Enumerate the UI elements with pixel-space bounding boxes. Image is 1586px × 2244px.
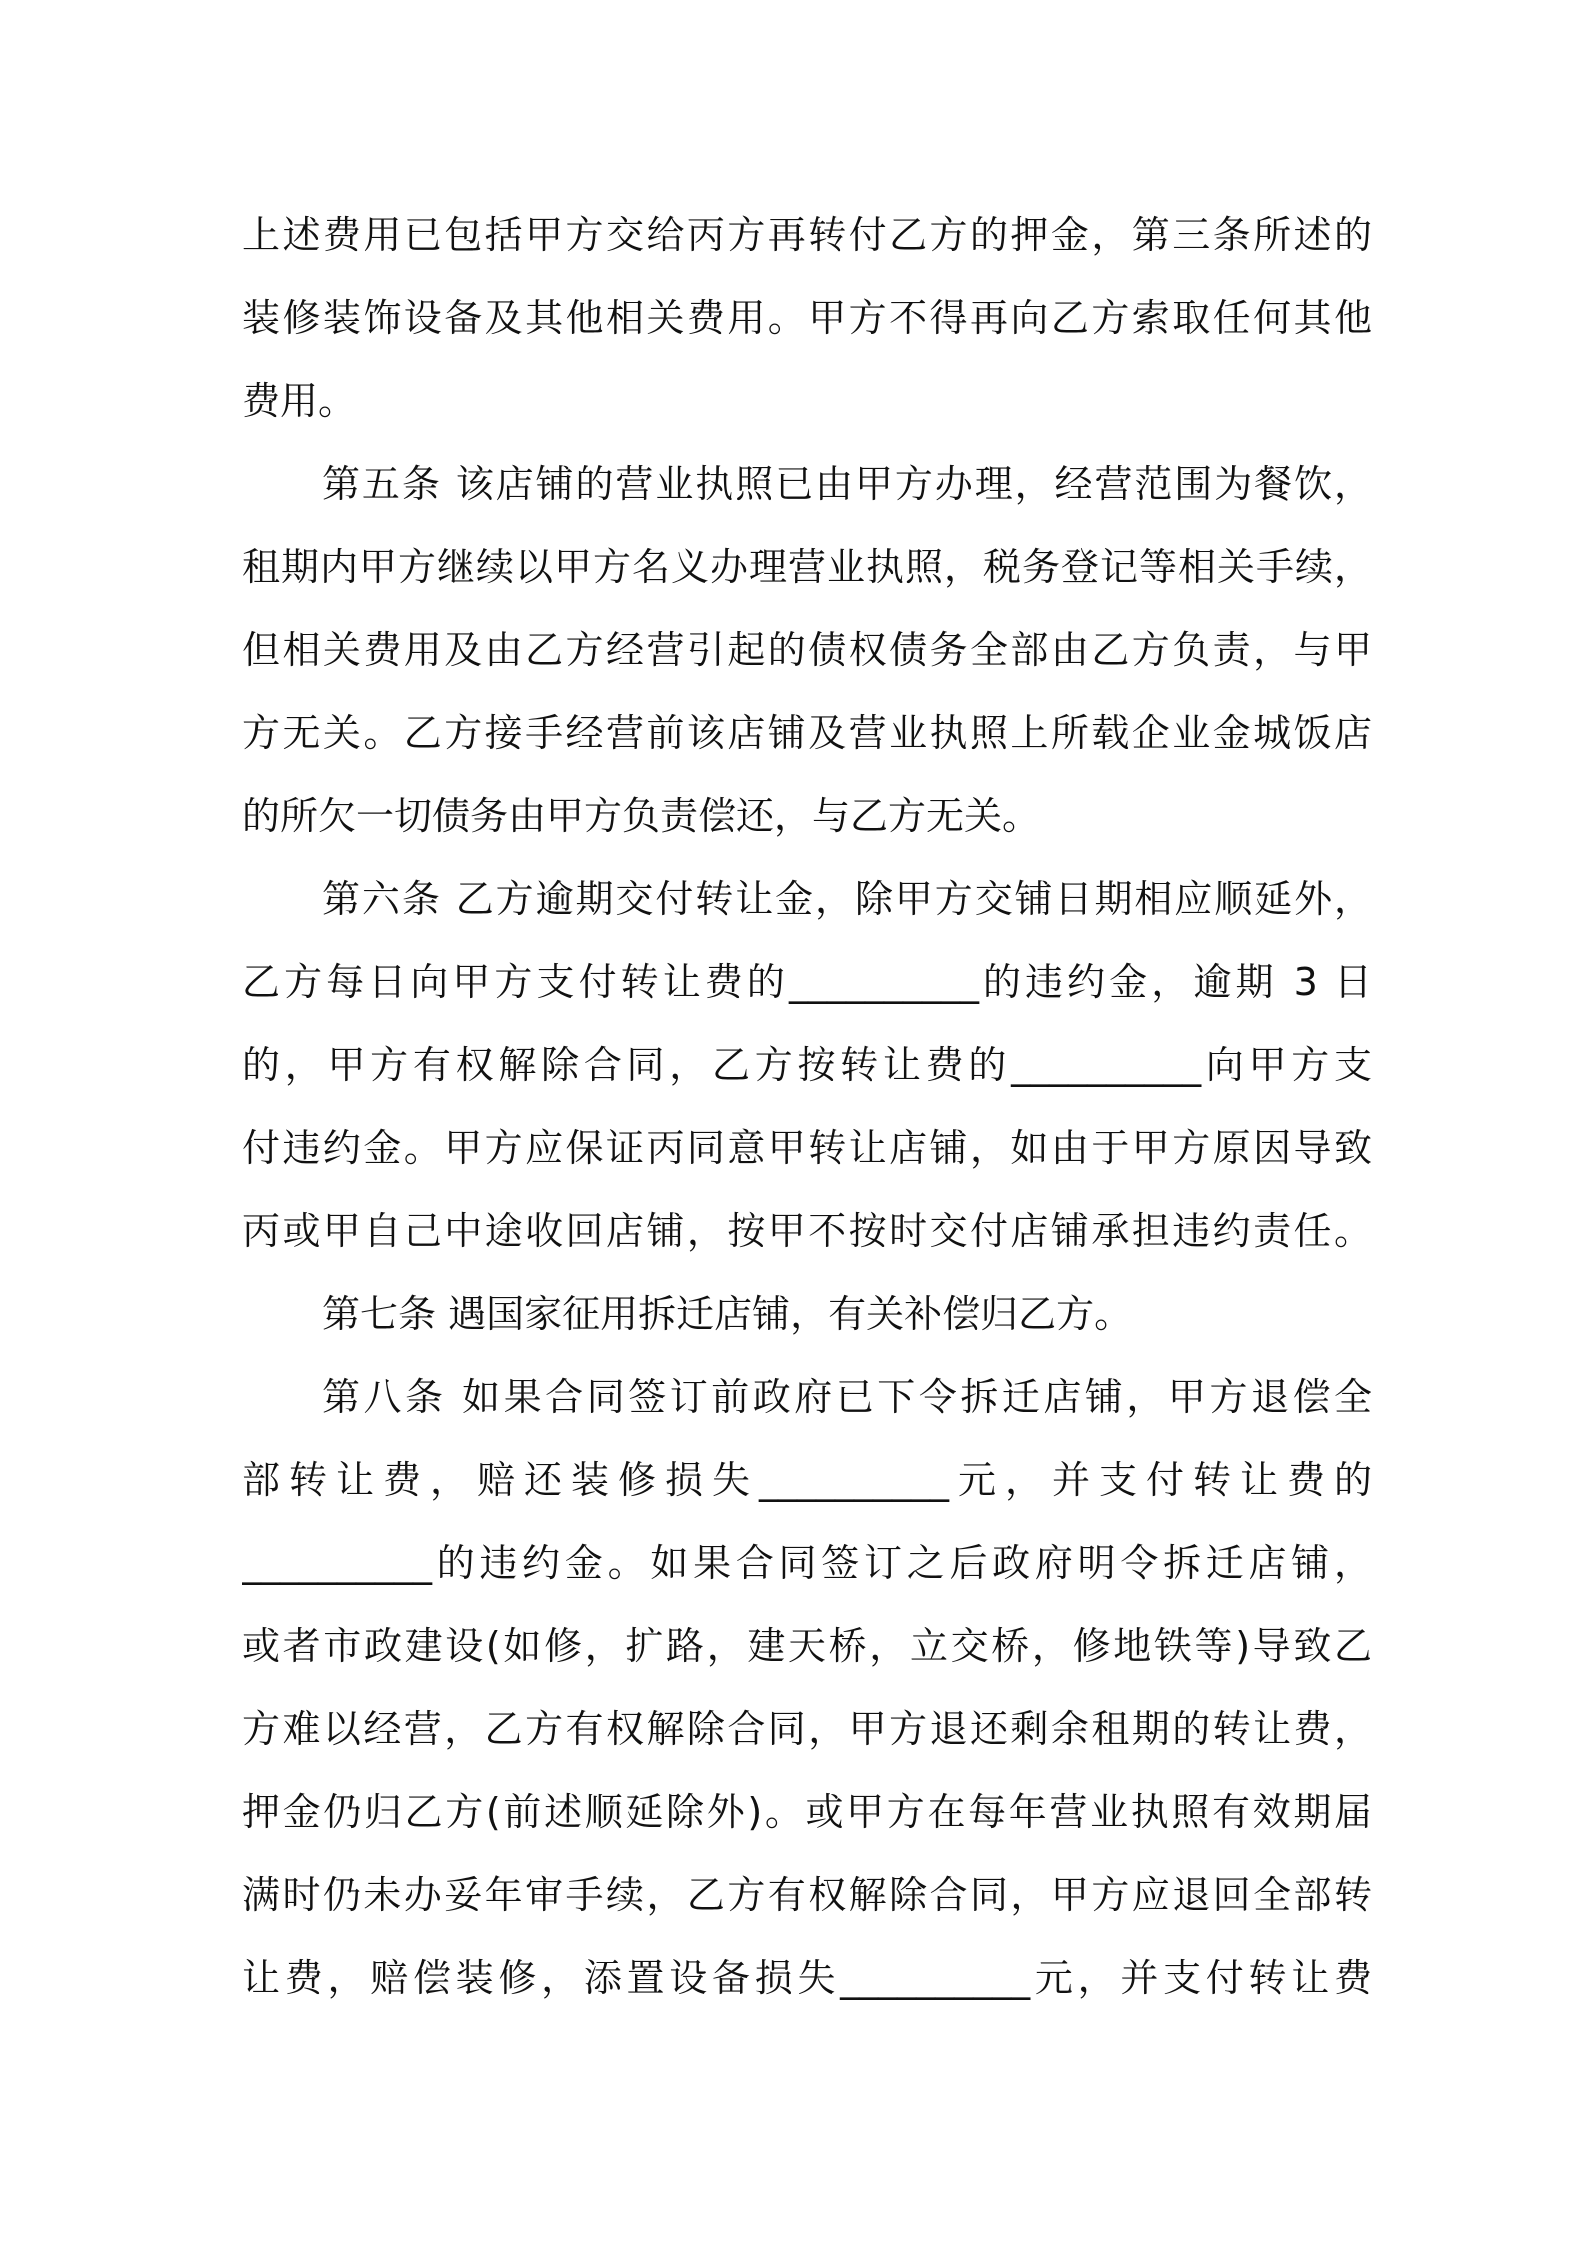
contract-text xyxy=(242,194,1372,2020)
text-line: 方难以经营，乙方有权解除合同，甲方退还剩余租期的转让费， xyxy=(242,1707,1372,1751)
text-line: 的，甲方有权解除合同，乙方按转让费的__________向甲方支 xyxy=(242,1043,1372,1087)
article-6-heading-line: 第六条 乙方逾期交付转让金，除甲方交铺日期相应顺延外， xyxy=(322,877,1372,921)
text-line: 上述费用已包括甲方交给丙方再转付乙方的押金，第三条所述的 xyxy=(242,213,1372,257)
article-8-heading-line: 第八条 如果合同签订前政府已下令拆迁店铺，甲方退偿全 xyxy=(322,1375,1372,1419)
article-7-heading-line: 第七条 遇国家征用拆迁店铺，有关补偿归乙方。 xyxy=(322,1292,1133,1336)
text-line: 满时仍未办妥年审手续，乙方有权解除合同，甲方应退回全部转 xyxy=(242,1873,1372,1917)
text-line: 押金仍归乙方(前述顺延除外)。或甲方在每年营业执照有效期届 xyxy=(242,1790,1372,1834)
text-line: 丙或甲自己中途收回店铺，按甲不按时交付店铺承担违约责任。 xyxy=(242,1209,1372,1253)
text-line: __________的违约金。如果合同签订之后政府明令拆迁店铺， xyxy=(242,1541,1372,1585)
text-line: 或者市政建设(如修，扩路，建天桥，立交桥，修地铁等)导致乙 xyxy=(242,1624,1372,1668)
text-line: 但相关费用及由乙方经营引起的债权债务全部由乙方负责，与甲 xyxy=(242,628,1372,672)
text-line: 付违约金。甲方应保证丙同意甲转让店铺，如由于甲方原因导致 xyxy=(242,1126,1372,1170)
text-line: 费用。 xyxy=(242,379,357,423)
text-line: 让费，赔偿装修，添置设备损失__________元，并支付转让费 xyxy=(242,1956,1372,2000)
article-5-heading-line: 第五条 该店铺的营业执照已由甲方办理，经营范围为餐饮， xyxy=(322,462,1372,506)
text-line: 部转让费，赔还装修损失__________元，并支付转让费的 xyxy=(242,1458,1372,1502)
text-line: 装修装饰设备及其他相关费用。甲方不得再向乙方索取任何其他 xyxy=(242,296,1372,340)
text-line: 乙方每日向甲方支付转让费的__________的违约金，逾期 3 日 xyxy=(242,960,1372,1004)
text-line: 租期内甲方继续以甲方名义办理营业执照，税务登记等相关手续， xyxy=(242,545,1372,589)
text-line: 的所欠一切债务由甲方负责偿还，与乙方无关。 xyxy=(242,794,1041,838)
text-line: 方无关。乙方接手经营前该店铺及营业执照上所载企业金城饭店 xyxy=(242,711,1372,755)
